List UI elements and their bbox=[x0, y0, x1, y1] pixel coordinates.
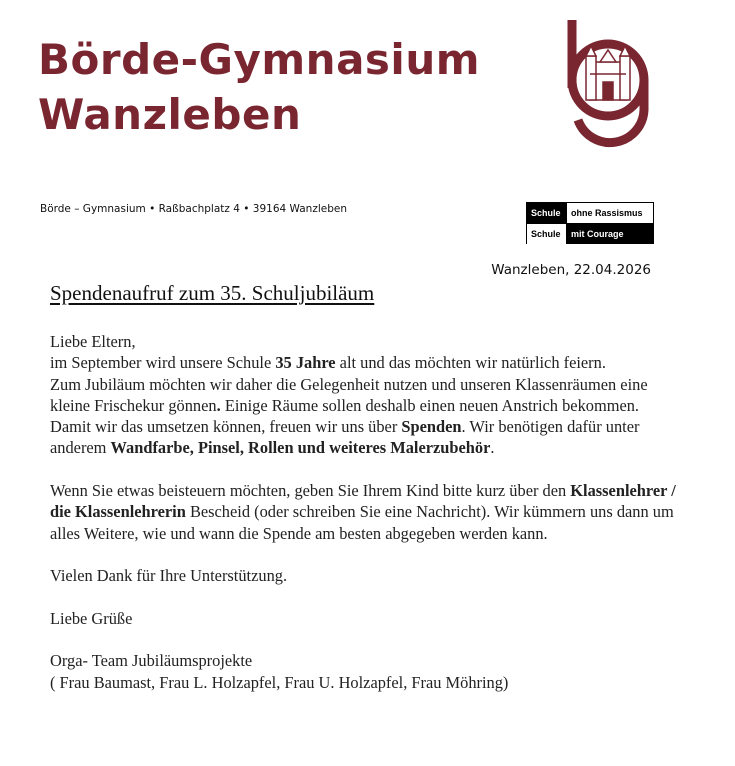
badge-row2-left: Schule bbox=[527, 224, 567, 244]
letter-date: Wanzleben, 22.04.2026 bbox=[491, 262, 651, 278]
school-name-line1: Börde-Gymnasium bbox=[38, 35, 480, 84]
paragraph-1: im September wird unsere Schule 35 Jahre alt und das möchten wir natürlich feiern. bbox=[50, 353, 606, 373]
paragraph-4: Wenn Sie etwas beisteuern möchten, geben Sie Ihrem Kind bitte kurz über den Klassenlehrer / die Klassenlehrerin Bescheid (oder schreiben Sie eine Nachricht). Wir kümmern uns dann um alles Weitere, wie und wann die Spende am besten abgegeben werden kann. bbox=[50, 481, 676, 543]
closing-line: Liebe Grüße bbox=[50, 608, 133, 628]
salutation: Liebe Eltern, bbox=[50, 332, 136, 351]
badge-row1-left: Schule bbox=[527, 203, 567, 223]
team-name: Orga- Team Jubiläumsprojekte bbox=[50, 651, 253, 671]
team-members: ( Frau Baumast, Frau L. Holzapfel, Frau U. Holzapfel, Frau Möhring) bbox=[50, 672, 509, 692]
letter-body bbox=[50, 331, 690, 693]
badge-row2-right: mit Courage bbox=[567, 224, 653, 244]
school-name bbox=[38, 32, 480, 142]
address-line: Börde – Gymnasium • Raßbachplatz 4 • 39164 Wanzleben bbox=[40, 203, 347, 215]
school-against-racism-badge bbox=[526, 202, 654, 244]
badge-row1-right: ohne Rassismus bbox=[571, 208, 643, 218]
school-name-line2: Wanzleben bbox=[38, 90, 302, 139]
letter-subject: Spendenaufruf zum 35. Schuljubiläum bbox=[50, 281, 375, 305]
paragraph-2: Zum Jubiläum möchten wir daher die Gelegenheit nutzen und unseren Klassenräumen eine kleine Frischekur gönnen. Einige Räume sollen deshalb einen neuen Anstrich bekommen. bbox=[50, 374, 648, 415]
school-logo-icon bbox=[560, 18, 660, 148]
paragraph-3: Damit wir das umsetzen können, freuen wir uns über Spenden. Wir benötigen dafür unter anderem Wandfarbe, Pinsel, Rollen und weiteres Malerzubehör. bbox=[50, 417, 640, 458]
thanks-line: Vielen Dank für Ihre Unterstützung. bbox=[50, 566, 288, 586]
